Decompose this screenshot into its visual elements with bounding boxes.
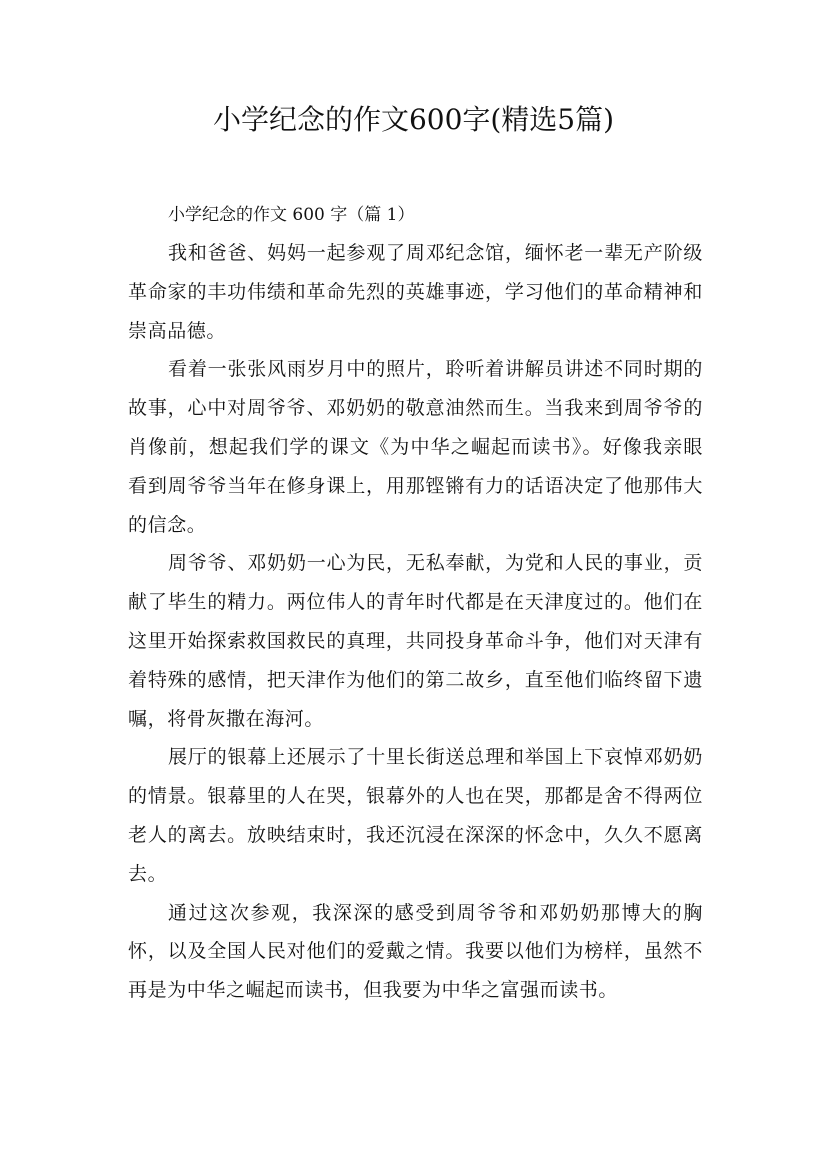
paragraph-3: 周爷爷、邓奶奶一心为民，无私奉献，为党和人民的事业，贡献了毕生的精力。两位伟人的青年时代都是在天津度过的。他们在这里开始探索救国救民的真理，共同投身革命斗争，他们对天津有着特殊的感情，把天津作为他们的第二故乡，直至他们临终留下遗嘱，将骨灰撒在海河。 — [128, 552, 703, 730]
paragraph-1: 我和爸爸、妈妈一起参观了周邓纪念馆，缅怀老一辈无产阶级革命家的丰功伟绩和革命先烈的英雄事迹，学习他们的革命精神和崇高品德。 — [128, 242, 703, 342]
paragraph-2: 看着一张张风雨岁月中的照片，聆听着讲解员讲述不同时期的故事，心中对周爷爷、邓奶奶的敬意油然而生。当我来到周爷爷的肖像前，想起我们学的课文《为中华之崛起而读书》。好像我亲眼看到周爷爷当年在修身课上，用那铿锵有力的话语决定了他那伟大的信念。 — [128, 358, 703, 536]
document-title: 小学纪念的作文600字(精选5篇) — [212, 103, 615, 136]
document-body — [128, 196, 703, 1010]
section-heading: 小学纪念的作文 600 字（篇 1） — [168, 205, 415, 225]
paragraph-4: 展厅的银幕上还展示了十里长街送总理和举国上下哀悼邓奶奶的情景。银幕里的人在哭，银幕外的人也在哭，那都是舍不得两位老人的离去。放映结束时，我还沉浸在深深的怀念中，久久不愿离去。 — [128, 746, 703, 885]
paragraph-5: 通过这次参观，我深深的感受到周爷爷和邓奶奶那博大的胸怀，以及全国人民对他们的爱戴之情。我要以他们为榜样，虽然不再是为中华之崛起而读书，但我要为中华之富强而读书。 — [128, 901, 703, 1002]
